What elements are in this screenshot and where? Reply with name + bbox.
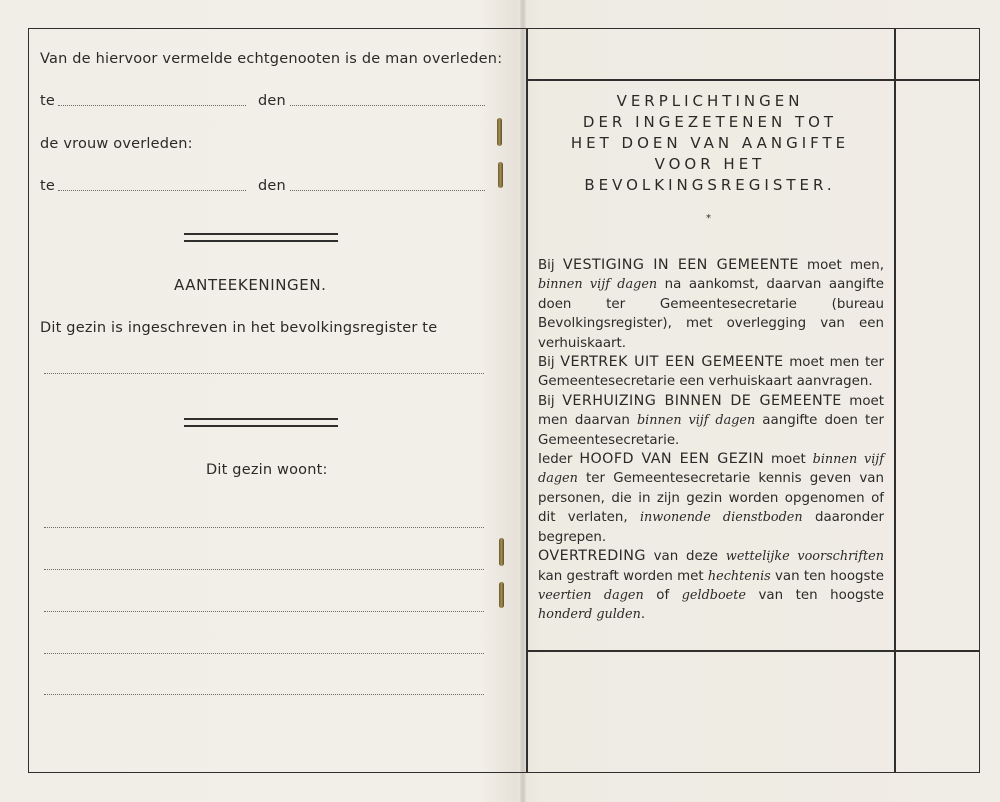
registered-text: Dit gezin is ingeschreven in het bevolkingsregister te [40,320,438,336]
heading-line: VOOR HET [654,155,766,173]
obligations-heading [540,91,880,196]
address-line [44,569,484,570]
husband-deceased-line: Van de hiervoor vermelde echtgenooten is de man overleden: [40,51,503,67]
date-field [290,105,485,106]
notes-title: AANTEEKENINGEN. [174,276,327,294]
address-line [44,694,484,695]
section-divider [184,418,338,427]
date-label: den [258,93,286,109]
regulations-text [538,256,884,625]
address-line [44,653,484,654]
place-field [58,105,246,106]
paragraph-moving: Bij VERHUIZING BINNEN DE GEMEENTE moet men daarvan binnen vijf dagen aangifte doen ter Gemeentesecretarie. [538,392,885,448]
heading-line: VERPLICHTINGEN [616,92,804,110]
section-divider [184,233,338,242]
right-page-column-rule [894,28,896,773]
heading-line: DER INGEZETENEN TOT [582,113,838,131]
ornament-star: * [706,213,711,224]
registered-field [44,373,484,374]
right-page-left-rule [526,28,528,773]
paragraph-departure: Bij VERTREK UIT EEN GEMEENTE moet men ter Gemeentesecretarie een verhuiskaart aanvragen. [538,354,884,390]
address-line [44,611,484,612]
heading-line: HET DOEN VAN AANGIFTE [570,134,850,152]
binding-thread [497,118,502,146]
binding-thread [499,538,504,566]
date-field [290,190,485,191]
paragraph-settling: Bij VESTIGING IN EEN GEMEENTE moet men, binnen vijf dagen na aankomst, daarvan aangifte doen ter Gemeentesecretarie (bureau Bevolkingsregister), met overlegging van een verhuiskaart. [538,257,884,351]
binding-thread [499,582,504,608]
paragraph-head-of-family: Ieder HOOFD VAN EEN GEZIN moet binnen vijf dagen ter Gemeentesecretarie kennis geven van personen, die in zijn gezin worden opgenomen of dit verlaten, inwonende dienstboden daaronder begrepen. [538,451,884,545]
place-label: te [40,178,56,194]
top-row-rule [526,79,980,81]
place-label: te [40,93,56,109]
wife-deceased-line: de vrouw overleden: [40,136,193,152]
lives-text: Dit gezin woont: [206,462,328,478]
heading-line: BEVOLKINGSREGISTER. [584,176,836,194]
bottom-row-rule [526,650,980,652]
paragraph-violation: OVERTREDING van deze wettelijke voorschriften kan gestraft worden met hechtenis van ten hoogste veertien dagen of geldboete van ten hoogste honderd gulden. [538,548,884,623]
address-line [44,527,484,528]
place-field [58,190,246,191]
binding-thread [498,162,503,188]
date-label: den [258,178,286,194]
